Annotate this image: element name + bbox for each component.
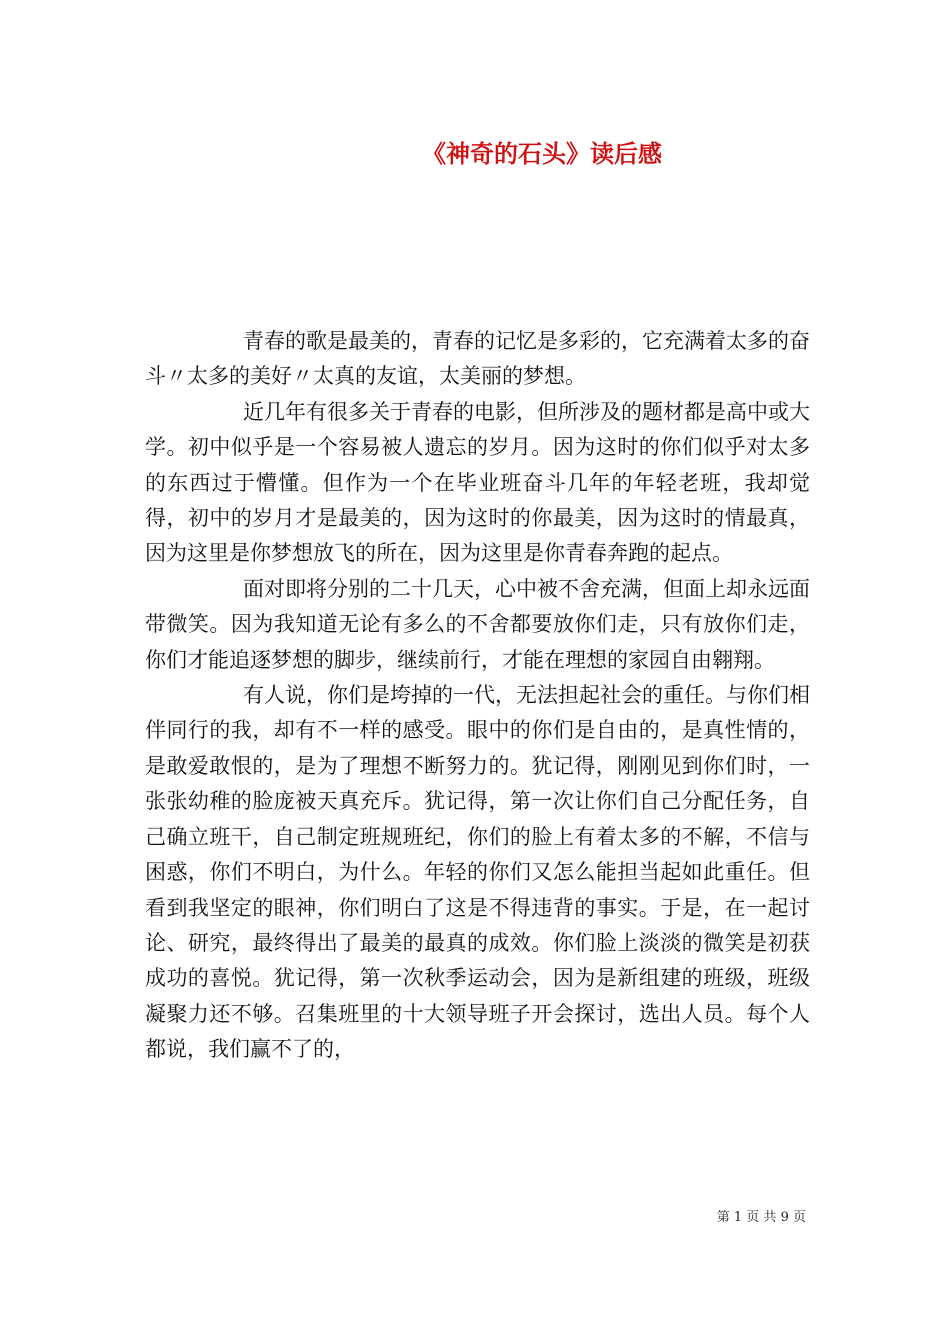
document-title: 《神奇的石头》读后感 bbox=[422, 139, 662, 168]
paragraph-3: 面对即将分别的二十几天，心中被不舍充满，但面上却永远面带微笑。因为我知道无论有多么的不舍都要放你们走，只有放你们走，你们才能追逐梦想的脚步，继续前行，才能在理想的家园自由翱翔。 bbox=[145, 576, 810, 672]
paragraph-4: 有人说，你们是垮掉的一代，无法担起社会的重任。与你们相伴同行的我，却有不一样的感受。眼中的你们是自由的，是真性情的，是敢爱敢恨的，是为了理想不断努力的。犹记得，刚刚见到你们时，一张张幼稚的脸庞被天真充斥。犹记得，第一次让你们自己分配任务，自己确立班干，自己制定班规班纪，你们的脸上有着太多的不解，不信与困惑，你们不明白，为什么。年轻的你们又怎么能担当起如此重任。但看到我坚定的眼神，你们明白了这是不得违背的事实。于是，在一起讨论、研究，最终得出了最美的最真的成效。你们脸上淡淡的微笑是初获成功的喜悦。犹记得，第一次秋季运动会，因为是新组建的班级，班级凝聚力还不够。召集班里的十大领导班子开会探讨，选出人员。每个人都说，我们赢不了的， bbox=[145, 683, 810, 1062]
document-body bbox=[145, 324, 810, 1068]
footer-total-pages: 9 bbox=[780, 1210, 789, 1225]
footer-suffix: 页 bbox=[792, 1210, 806, 1225]
page-footer bbox=[717, 1206, 806, 1225]
paragraph-2: 近几年有很多关于青春的电影，但所涉及的题材都是高中或大学。初中似乎是一个容易被人遗忘的岁月。因为这时的你们似乎对太多的东西过于懵懂。但作为一个在毕业班奋斗几年的年轻老班，我却觉得，初中的岁月才是最美的，因为这时的你最美，因为这时的情最真，因为这里是你梦想放飞的所在，因为这里是你青春奔跑的起点。 bbox=[145, 399, 810, 566]
paragraph-1: 青春的歌是最美的，青春的记忆是多彩的，它充满着太多的奋斗〃太多的美好〃太真的友谊，太美丽的梦想。 bbox=[145, 329, 810, 389]
footer-prefix: 第 bbox=[716, 1210, 730, 1225]
footer-current-page: 1 bbox=[733, 1210, 743, 1225]
footer-middle: 页 共 bbox=[746, 1210, 777, 1225]
